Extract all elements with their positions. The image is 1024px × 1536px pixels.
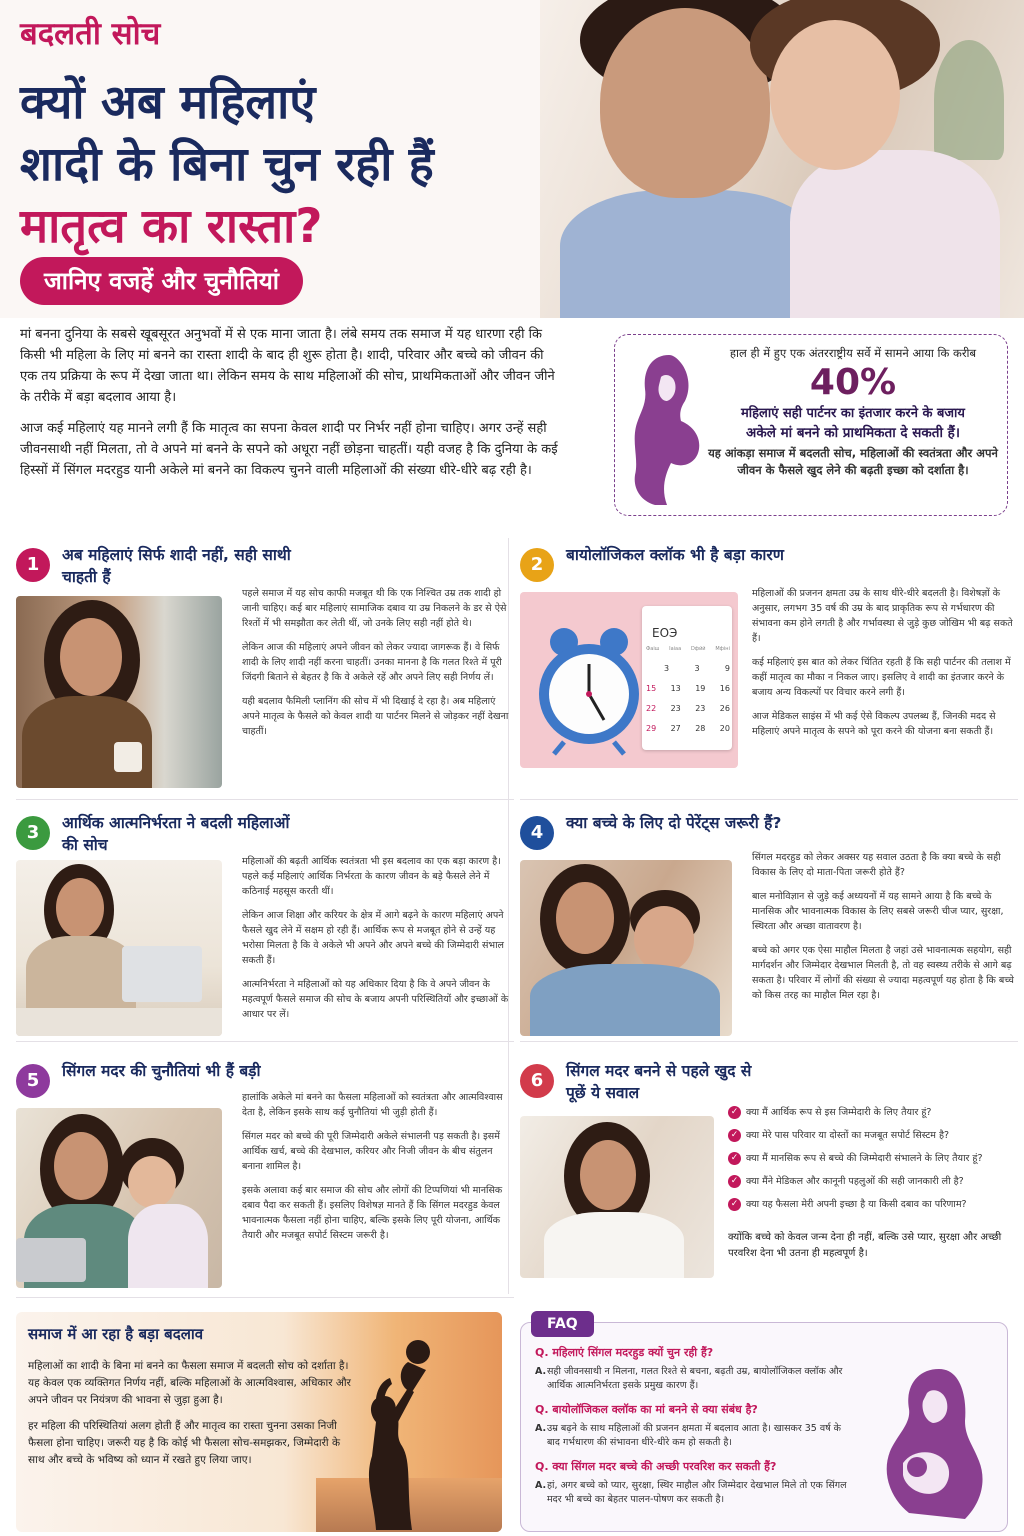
section-number-badge: 2 bbox=[520, 548, 554, 582]
calendar-weekday: Фаіш bbox=[646, 646, 660, 652]
calendar-header: ЕОЭ bbox=[652, 626, 678, 640]
section-body bbox=[752, 850, 1018, 1012]
mother-daughter-hug-photo bbox=[540, 0, 1024, 318]
checklist-item bbox=[728, 1152, 1014, 1166]
calendar-day: 3 bbox=[694, 664, 700, 673]
checkmark-icon: ✓ bbox=[728, 1106, 741, 1119]
photo-face bbox=[556, 882, 614, 954]
hero-banner bbox=[0, 0, 1024, 318]
intro-paragraph-1: मां बनना दुनिया के सबसे खूबसूरत अनुभवों में से एक माना जाता है। लंबे समय तक समाज में यह धारणा रही कि किसी भी महिला के लिए मां बनने का रास्ता शादी के बाद ही शुरू होता है। शादी, परिवार और बच्चे को जीवन की एक तय प्रक्रिया के रूप में देखा जाता था। लेकिन समय के साथ महिलाओं की सोच, प्राथमिकताओं और जीवन जीने के तरीके में बड़ा बदलाव आया है। bbox=[20, 327, 555, 405]
section-1 bbox=[16, 542, 514, 800]
checklist-closing bbox=[728, 1230, 1014, 1262]
section-number-badge: 1 bbox=[16, 548, 50, 582]
mother-lifting-baby-silhouette-icon bbox=[356, 1330, 502, 1530]
section-title: सिंगल मदर की चुनौतियां भी हैं बड़ी bbox=[62, 1062, 261, 1080]
section-paragraph: बाल मनोविज्ञान से जुड़े कई अध्ययनों में यह सामने आया है कि बच्चे के मानसिक और भावनात्मक विकास के लिए सबसे जरूरी चीज प्यार, सुरक्षा, स्थिरता और अच्छा वातावरण है। bbox=[752, 891, 1004, 932]
faq-answer bbox=[535, 1365, 855, 1393]
section-title: बायोलॉजिकल क्लॉक भी है बड़ा कारण bbox=[566, 546, 784, 564]
stat-line-2: महिलाएं सही पार्टनर का इंतजार करने के बजाय bbox=[741, 406, 965, 421]
calendar-day: 3 bbox=[664, 664, 670, 673]
photo-desk bbox=[16, 1008, 222, 1036]
title-line-1: क्यों अब महिलाएं bbox=[20, 75, 316, 130]
section-number-badge: 4 bbox=[520, 816, 554, 850]
title-line-3: मातृत्व का रास्ता? bbox=[20, 199, 323, 254]
section-5 bbox=[16, 1058, 514, 1298]
stat-tail: यह आंकड़ा समाज में बदलती सोच, महिलाओं की स्वतंत्रता और अपने जीवन के फैसले खुद लेने की बढ़ती इच्छा को दर्शाता है। bbox=[708, 446, 998, 477]
society-paragraph: महिलाओं का शादी के बिना मां बनने का फैसला समाज में बदलती सोच को दर्शाता है। यह केवल एक व्यक्तिगत निर्णय नहीं, बल्कि महिलाओं के आत्मविश्वास, अधिकार और अपने जीवन पर नियंत्रण की भावना से जुड़ा हुआ है। bbox=[28, 1360, 351, 1406]
society-body bbox=[28, 1358, 358, 1478]
stat-lead: हाल ही में हुए एक अंतरराष्ट्रीय सर्वे में सामने आया कि करीब bbox=[729, 346, 977, 360]
mother-and-son-photo bbox=[520, 860, 732, 1036]
plant-decoration bbox=[934, 40, 1004, 160]
photo-blazer bbox=[26, 936, 136, 1016]
calendar-day: 28 bbox=[695, 724, 706, 733]
section-paragraph: आत्मनिर्भरता ने महिलाओं को यह अधिकार दिया है कि वे अपने जीवन के महत्वपूर्ण फैसले समाज की सोच के बजाय अपनी परिस्थितियों और इच्छाओं के आधार पर लें। bbox=[242, 979, 509, 1020]
answer-prefix: A. bbox=[535, 1480, 547, 1491]
closing-text: क्योंकि बच्चे को केवल जन्म देना ही नहीं, बल्कि उसे प्यार, सुरक्षा और अच्छी परवरिश देना भी उतना ही महत्वपूर्ण है। bbox=[728, 1232, 1002, 1259]
calendar-day: 23 bbox=[695, 704, 706, 713]
section-paragraph: सिंगल मदर को बच्चे की पूरी जिम्मेदारी अकेले संभालनी पड़ सकती है। इसमें आर्थिक खर्च, बच्चे की देखभाल, करियर और निजी जीवन के बीच संतुलन बनाना शामिल है। bbox=[242, 1131, 500, 1172]
answer-prefix: A. bbox=[535, 1423, 547, 1434]
section-4 bbox=[520, 810, 1018, 1042]
calendar-day: 29 bbox=[646, 724, 657, 733]
section-paragraph: महिलाओं की बढ़ती आर्थिक स्वतंत्रता भी इस बदलाव का एक बड़ा कारण है। पहले कई महिलाएं आर्थिक निर्भरता के कारण जीवन के बड़े फैसले लेने में कठिनाई महसूस करती थीं। bbox=[242, 856, 501, 897]
calendar-day: 20 bbox=[719, 724, 730, 733]
faq-label: FAQ bbox=[531, 1311, 594, 1337]
photo-laptop bbox=[122, 946, 202, 1002]
checklist-text: क्या मैंने मेडिकल और कानूनी पहलुओं की सही जानकारी ली है? bbox=[746, 1176, 964, 1187]
photo-face bbox=[580, 1140, 636, 1210]
calendar-day: 26 bbox=[719, 704, 730, 713]
mother-holding-baby-silhouette-icon bbox=[869, 1363, 999, 1523]
woman-with-mug-photo bbox=[16, 596, 222, 788]
checkmark-icon: ✓ bbox=[728, 1198, 741, 1211]
calendar-row bbox=[646, 704, 730, 713]
checklist-item bbox=[728, 1106, 1014, 1120]
alarm-clock-icon bbox=[534, 626, 644, 756]
section-paragraph: महिलाओं की प्रजनन क्षमता उम्र के साथ धीरे-धीरे बदलती है। विशेषज्ञों के अनुसार, लगभग 35 वर्ष की उम्र के बाद प्राकृतिक रूप से गर्भधारण की संभावना कम होने लगती है और गर्भावस्था से जुड़े कुछ जोखिम भी बढ़ सकते हैं। bbox=[752, 588, 1013, 644]
subtitle-pill: जानिए वजहें और चुनौतियां bbox=[20, 257, 303, 305]
faq-answer-text: हां, अगर बच्चे को प्यार, सुरक्षा, स्थिर माहौल और जिम्मेदार देखभाल मिले तो एक सिंगल मदर भी बच्चे का बेहतर पालन-पोषण कर सकती है। bbox=[547, 1480, 847, 1505]
section-2 bbox=[520, 542, 1018, 800]
faq-answer bbox=[535, 1422, 855, 1450]
kicker-label: बदलती सोच bbox=[20, 16, 161, 52]
calendar-day: 22 bbox=[646, 704, 657, 713]
section-paragraph: बच्चे को अगर एक ऐसा माहौल मिलता है जहां उसे भावनात्मक सहयोग, सही मार्गदर्शन और जिम्मेदार देखभाल मिलती है, तो वह स्वस्थ्य तरीके से आगे बढ़ सकता है। परिवार में लोगों की संख्या से ज्यादा महत्वपूर्ण यह होता है कि बच्चे को किस तरह का माहौल मिल रहा है। bbox=[752, 945, 1014, 1001]
section-paragraph: कई महिलाएं इस बात को लेकर चिंतित रहती हैं कि सही पार्टनर की तलाश में कहीं मातृत्व का मौका न निकल जाए। इसलिए वे शादी का इंतजार करने के बजाय अन्य विकल्पों पर विचार करने लगी हैं। bbox=[752, 657, 1011, 698]
photo-face bbox=[54, 1132, 108, 1200]
photo-shirt bbox=[560, 190, 820, 318]
stat-bold: अकेले मां बनने को प्राथमिकता दे सकती हैं। bbox=[746, 425, 960, 441]
photo-face bbox=[600, 8, 770, 198]
photo-face bbox=[56, 878, 104, 938]
section-paragraph: हालांकि अकेले मां बनने का फैसला महिलाओं को स्वतंत्रता और आत्मविश्वास देता है, लेकिन इसके साथ कई चुनौतियां भी जुड़ी होती हैं। bbox=[242, 1092, 503, 1118]
society-title: समाज में आ रहा है बड़ा बदलाव bbox=[28, 1325, 204, 1343]
thoughtful-woman-photo bbox=[520, 1116, 714, 1278]
calendar-row bbox=[646, 664, 730, 673]
stat-percent: 40% bbox=[809, 362, 897, 403]
calendar-day: 23 bbox=[670, 704, 681, 713]
checklist-text: क्या मैं आर्थिक रूप से इस जिम्मेदारी के लिए तैयार हूं? bbox=[746, 1107, 932, 1118]
faq-question: Q. बायोलॉजिकल क्लॉक का मां बनने से क्या संबंध है? bbox=[535, 1403, 758, 1416]
society-paragraph: हर महिला की परिस्थितियां अलग होती हैं और मातृत्व का रास्ता चुनना उसका निजी फैसला होना चाहिए। जरूरी यह है कि कोई भी फैसला सोच-समझकर, जिम्मेदारी के साथ और बच्चे के भविष्य को ध्यान में रखते हुए लिया जाए। bbox=[28, 1420, 341, 1466]
section-paragraph: पहले समाज में यह सोच काफी मजबूत थी कि एक निश्चित उम्र तक शादी हो जानी चाहिए। कई बार महिलाएं सामाजिक दबाव या उम्र निकलने के डर से ऐसे रिश्तों में भी समझौता कर लेती थीं, जो उनके लिए सही नहीं होते थे। bbox=[242, 588, 507, 629]
answer-prefix: A. bbox=[535, 1366, 547, 1377]
calendar-weekday: Мфіні bbox=[715, 646, 730, 652]
section-number-badge: 6 bbox=[520, 1064, 554, 1098]
section-number-badge: 3 bbox=[16, 816, 50, 850]
alarm-clock-calendar-photo bbox=[520, 592, 738, 768]
tired-mother-with-child-photo bbox=[16, 1108, 222, 1288]
section-body bbox=[242, 854, 510, 1031]
checklist-item bbox=[728, 1198, 1014, 1212]
section-number-badge: 5 bbox=[16, 1064, 50, 1098]
section-paragraph: लेकिन आज शिक्षा और करियर के क्षेत्र में आगे बढ़ने के कारण महिलाएं अपने फैसले खुद लेने में सक्षम हो रही हैं। आर्थिक रूप से मजबूत होने से उन्हें यह भरोसा मिलता है कि वे अकेले भी अपने और अपने बच्चे की जिम्मेदारी संभाल सकती हैं। bbox=[242, 910, 504, 966]
self-check-questions bbox=[728, 1106, 1014, 1271]
photo-dress bbox=[790, 150, 1000, 318]
checklist-text: क्या यह फैसला मेरी अपनी इच्छा है या किसी दबाव का परिणाम? bbox=[746, 1199, 967, 1210]
title-line-2: शादी के बिना चुन रही हैं bbox=[20, 137, 434, 192]
section-title: अब महिलाएं सिर्फ शादी नहीं, सही साथी चाहती हैं bbox=[62, 546, 291, 586]
calendar-row bbox=[646, 684, 730, 693]
woman-at-laptop-photo bbox=[16, 860, 222, 1036]
section-paragraph: यही बदलाव फैमिली प्लानिंग की सोच में भी दिखाई दे रहा है। अब महिलाएं अपने मातृत्व के फैसले को केवल शादी या पार्टनर मिलने से जोड़कर नहीं देखना चाहतीं। bbox=[242, 696, 509, 737]
section-paragraph: इसके अलावा कई बार समाज की सोच और लोगों की टिप्पणियां भी मानसिक दबाव पैदा कर सकती हैं। इसलिए विशेषज्ञ मानते हैं कि सिंगल मदरहुड केवल भावनात्मक फैसला नहीं होना चाहिए, बल्कि इसके लिए पूरी योजना, आर्थिक तैयारी और मजबूत सपोर्ट सिस्टम जरूरी है। bbox=[242, 1185, 503, 1241]
section-paragraph: सिंगल मदरहुड को लेकर अक्सर यह सवाल उठता है कि क्या बच्चे के सही विकास के लिए दो माता-पिता जरूरी होते हैं? bbox=[752, 852, 1001, 878]
checklist-text: क्या मैं मानसिक रूप से बच्चे की जिम्मेदारी संभालने के लिए तैयार हूं? bbox=[746, 1153, 983, 1164]
intro-paragraph-2: आज कई महिलाएं यह मानने लगी हैं कि मातृत्व का सपना केवल शादी पर निर्भर नहीं होना चाहिए। अगर उन्हें सही जीवनसाथी नहीं मिलता, तो वे अपने मां बनने के सपने को अधूरा नहीं छोड़ना चाहतीं। यही वजह है कि दुनिया के कई हिस्सों में सिंगल मदरहुड यानी अकेले मां बनने का विकल्प चुनने वाली महिलाओं की संख्या धीरे-धीरे बढ़ रही है। bbox=[20, 421, 558, 478]
intro-text bbox=[20, 324, 560, 491]
calendar-day: 9 bbox=[724, 664, 730, 673]
photo-child-dress bbox=[128, 1204, 208, 1288]
calendar-day: 16 bbox=[719, 684, 730, 693]
checklist-text: क्या मेरे पास परिवार या दोस्तों का मजबूत सपोर्ट सिस्टम है? bbox=[746, 1130, 950, 1141]
photo-laptop bbox=[16, 1238, 86, 1282]
faq-list bbox=[535, 1345, 855, 1516]
calendar-weekday: Іаіаа bbox=[669, 646, 682, 652]
calendar-weekday: Dфйй bbox=[690, 646, 706, 652]
calendar-day: 15 bbox=[646, 684, 657, 693]
section-paragraph: लेकिन आज की महिलाएं अपने जीवन को लेकर ज्यादा जागरूक हैं। वे सिर्फ शादी के लिए शादी नहीं करना चाहतीं। उनका मानना है कि गलत रिश्ते में पूरी जिंदगी बिताने से बेहतर है कि वे अकेले रहें और अपने लिए सही निर्णय लें। bbox=[242, 642, 502, 683]
calendar-day: 27 bbox=[670, 724, 681, 733]
survey-stat-text bbox=[703, 345, 1003, 479]
section-title: सिंगल मदर बनने से पहले खुद से पूछें ये सवाल bbox=[566, 1062, 752, 1102]
calendar bbox=[642, 606, 732, 750]
faq-answer-text: उम्र बढ़ने के साथ महिलाओं की प्रजनन क्षमता में बदलाव आता है। खासकर 35 वर्ष के बाद गर्भधारण की संभावना धीरे-धीरे कम हो सकती है। bbox=[547, 1423, 841, 1448]
calendar-weekdays bbox=[646, 646, 730, 652]
page-title bbox=[20, 72, 434, 258]
faq-question: Q. क्या सिंगल मदर बच्चे की अच्छी परवरिश कर सकती हैं? bbox=[535, 1460, 777, 1473]
section-title: क्या बच्चे के लिए दो पेरेंट्स जरूरी हैं? bbox=[566, 814, 782, 832]
section-body bbox=[242, 586, 510, 748]
calendar-day: 13 bbox=[670, 684, 681, 693]
checkmark-icon: ✓ bbox=[728, 1152, 741, 1165]
faq-answer-text: सही जीवनसाथी न मिलना, गलत रिश्ते से बचना, बढ़ती उम्र, बायोलॉजिकल क्लॉक और आर्थिक आत्मनिर्भरता इसके प्रमुख कारण हैं। bbox=[547, 1366, 843, 1391]
faq-answer bbox=[535, 1479, 855, 1507]
photo-clothes bbox=[530, 964, 720, 1036]
faq-panel bbox=[520, 1316, 1008, 1532]
photo-mug bbox=[114, 742, 142, 772]
section-3 bbox=[16, 810, 514, 1042]
photo-shirt bbox=[544, 1212, 684, 1278]
section-title: आर्थिक आत्मनिर्भरता ने बदली महिलाओं की सोच bbox=[62, 814, 290, 854]
calendar-row bbox=[646, 724, 730, 733]
society-change-panel bbox=[16, 1312, 502, 1532]
photo-face bbox=[60, 618, 122, 696]
section-body bbox=[242, 1090, 510, 1252]
photo-face-child bbox=[770, 20, 900, 170]
checkmark-icon: ✓ bbox=[728, 1175, 741, 1188]
photo-face-child bbox=[128, 1156, 176, 1208]
checklist-item bbox=[728, 1175, 1014, 1189]
section-paragraph: आज मेडिकल साइंस में भी कई ऐसे विकल्प उपलब्ध हैं, जिनकी मदद से महिलाएं अपने मातृत्व के सपने को पूरा करने की योजना बना सकती हैं। bbox=[752, 711, 996, 737]
survey-stat-box bbox=[614, 334, 1008, 516]
faq-question: Q. महिलाएं सिंगल मदरहुड क्यों चुन रही हैं? bbox=[535, 1346, 714, 1359]
photo-face-child bbox=[634, 906, 694, 972]
checklist-item bbox=[728, 1129, 1014, 1143]
calendar-day: 19 bbox=[695, 684, 706, 693]
section-body bbox=[752, 586, 1016, 748]
checkmark-icon: ✓ bbox=[728, 1129, 741, 1142]
